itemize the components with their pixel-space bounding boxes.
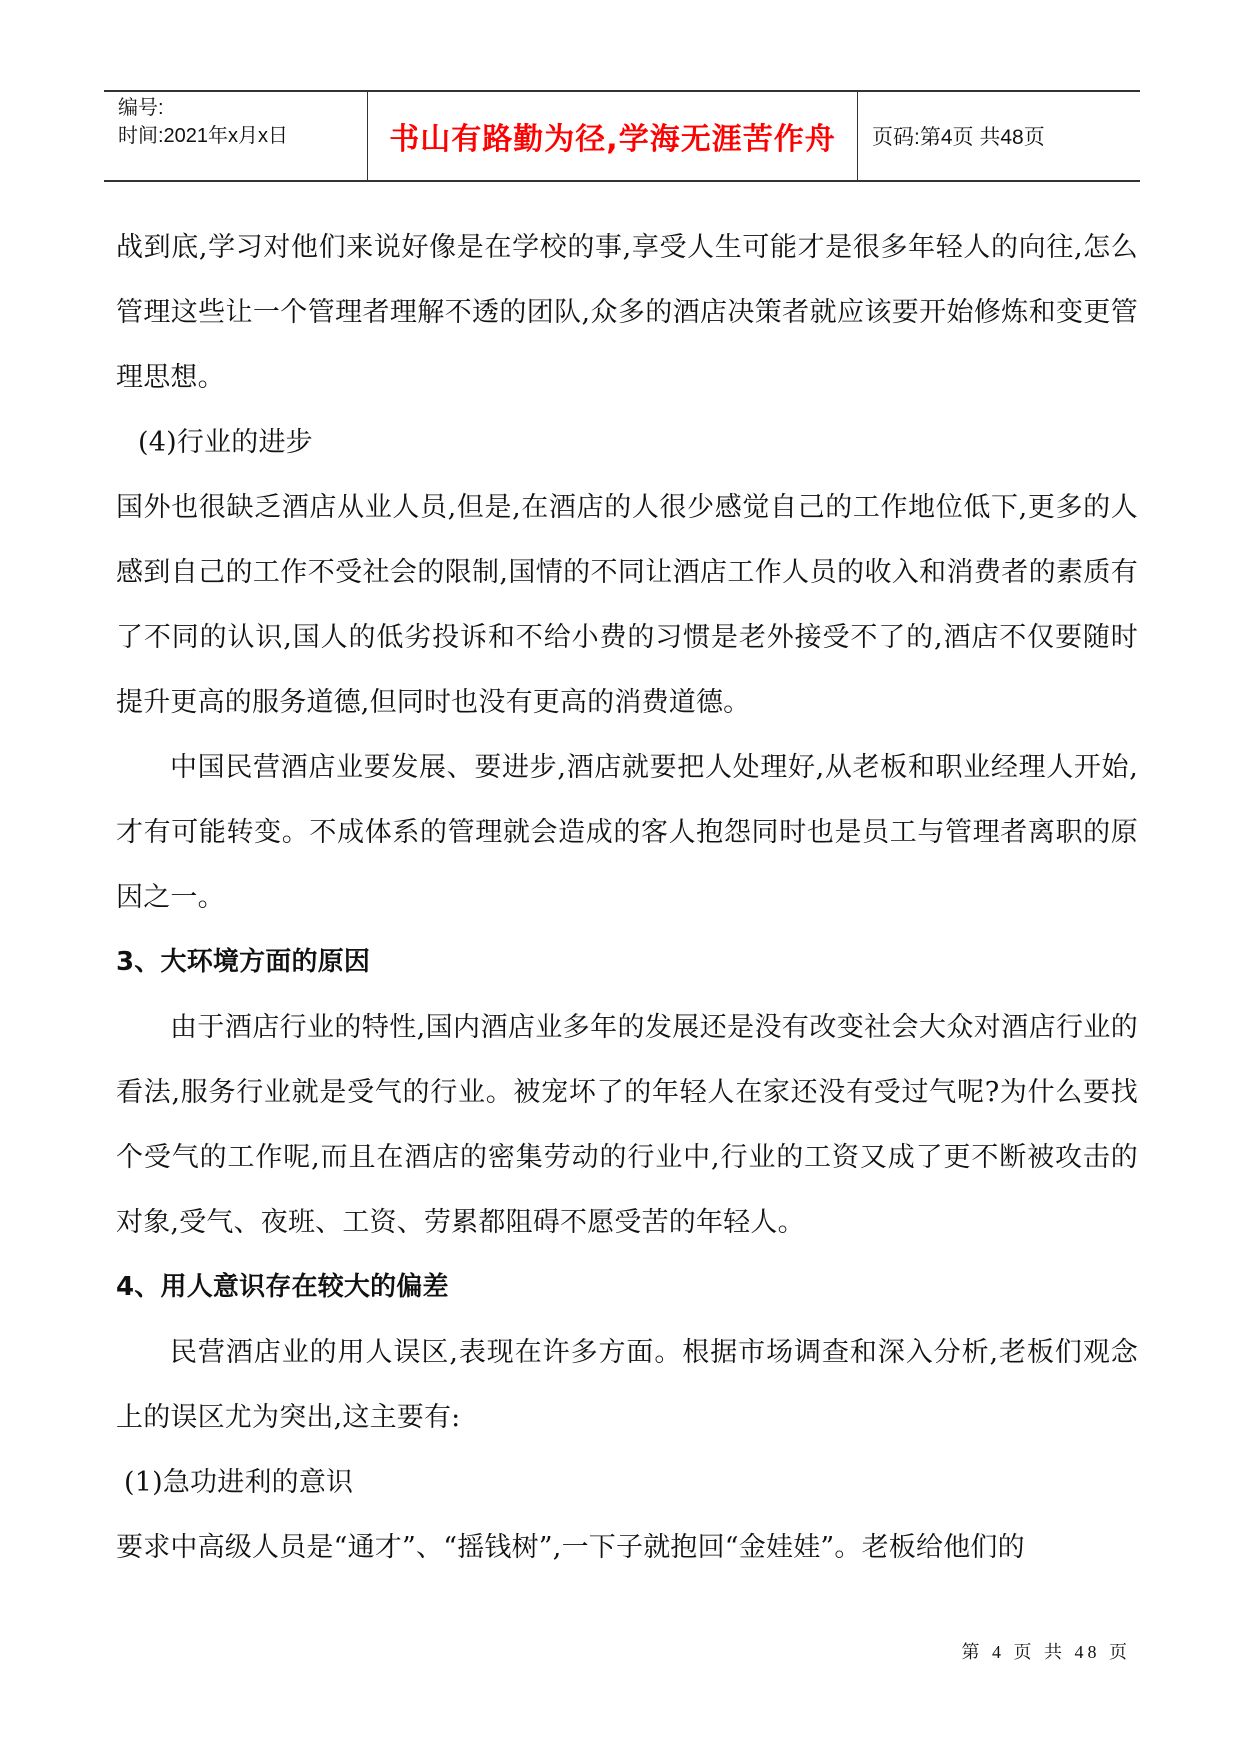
paragraph: 国外也很缺乏酒店从业人员,但是,在酒店的人很少感觉自己的工作地位低下,更多的人感到自己的工作不受社会的限制,国情的不同让酒店工作人员的收入和消费者的素质有了不同的认识,国人的低劣投诉和不给小费的习惯是老外接受不了的,酒店不仅要随时提升更高的服务道德,但同时也没有更高的消费道德。: [116, 492, 1138, 718]
section-heading: 3、大环境方面的原因: [116, 947, 371, 977]
time-label: 时间:2021年x月x日: [118, 125, 289, 147]
subheading: (4)行业的进步: [138, 427, 313, 458]
page-info: 页码:第4页 共48页: [872, 126, 1045, 149]
section-heading: 4、用人意识存在较大的偏差: [116, 1272, 449, 1302]
paragraph: 中国民营酒店业要发展、要进步,酒店就要把人处理好,从老板和职业经理人开始,才有可能转变。不成体系的管理就会造成的客人抱怨同时也是员工与管理者离职的原因之一。: [116, 752, 1138, 913]
paragraph: 战到底,学习对他们来说好像是在学校的事,享受人生可能才是很多年轻人的向往,怎么管理这些让一个管理者理解不透的团队,众多的酒店决策者就应该要开始修炼和变更管理思想。: [116, 232, 1138, 393]
header-motto-cell: [368, 92, 858, 180]
number-label: 编号:: [118, 97, 164, 119]
header-meta-cell: [104, 92, 368, 180]
paragraph: 民营酒店业的用人误区,表现在许多方面。根据市场调查和深入分析,老板们观念上的误区尤为突出,这主要有:: [116, 1337, 1138, 1433]
page-footer: 第 4 页 共 48 页: [961, 1642, 1131, 1662]
header-page-cell: [858, 92, 1140, 180]
document-body: [116, 215, 1138, 1580]
motto-text: 书山有路勤为径,学海无涯苦作舟: [389, 122, 836, 157]
document-header: [104, 90, 1140, 182]
paragraph: 由于酒店行业的特性,国内酒店业多年的发展还是没有改变社会大众对酒店行业的看法,服务行业就是受气的行业。被宠坏了的年轻人在家还没有受过气呢?为什么要找个受气的工作呢,而且在酒店的密集劳动的行业中,行业的工资又成了更不断被攻击的对象,受气、夜班、工资、劳累都阻碍不愿受苦的年轻人。: [116, 1012, 1138, 1238]
subheading: (1)急功进利的意识: [124, 1467, 354, 1498]
paragraph: 要求中高级人员是“通才”、“摇钱树”,一下子就抱回“金娃娃”。老板给他们的: [116, 1532, 1025, 1563]
